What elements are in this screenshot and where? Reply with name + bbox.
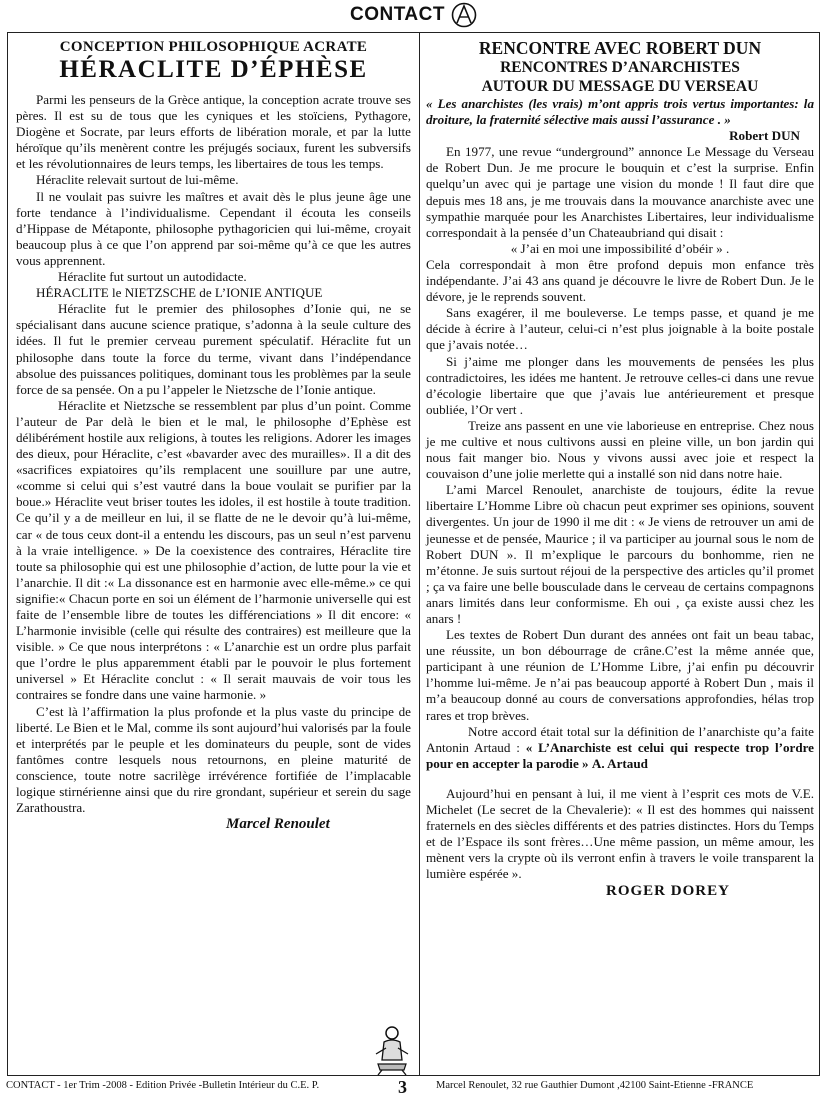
section-subheading: HÉRACLITE le NIETZSCHE de L’IONIE ANTIQUE (36, 285, 323, 301)
spacer (426, 772, 814, 786)
paragraph: L’ami Marcel Renoulet, anarchiste de toujours, édite la revue libertaire L’Homme Libre où chacun peut exprimer ses opinions, souvent divergentes. Un jour de 1990 il me dit : « Je viens de retrouver un ami de jeunesse et de pensée, Maurice ; il va participer au journal sous le nom de Robert DUN ». Il m’explique le parcours du bonhomme, rien ne m’étonne. Je suis surtout réjoui de la perspective des articles qu’il promet ; ça va faire une belle bousculade dans le cerveau de certains compagnons anars limités dans leur conformisme. Eh oui , ça existe aussi chez les anars ! (426, 482, 814, 626)
paragraph: Sans exagérer, il me bouleverse. Le temps passe, et quand je me décide à écrire à l’auteur, celui-ci n’est plus joignable à la boite postale que j’avais notée… (426, 305, 814, 353)
article-robert-dun (426, 38, 814, 899)
paragraph: Héraclite relevait surtout de lui-même. (36, 172, 239, 188)
paragraph: Treize ans passent en une vie laborieuse en entreprise. Chez nous je me cultive et nous cultivons aussi en pleine ville, un bon jardin qui nous fait manger bio. Nous y vivons aussi avec joie et respect la couvaison d’une jolie merlette qui a installé son nid dans notre haie. (426, 417, 814, 482)
footer-address: Marcel Renoulet, 32 rue Gauthier Dumont ,42100 Saint-Etienne -FRANCE (436, 1080, 754, 1091)
paragraph: Cela correspondait à mon être profond depuis mon enfance très indépendante. J’ai 43 ans quand je découvre le livre de Robert Dun. Je le dévore, je le reprends souvent. (426, 256, 814, 305)
article-signature: ROGER DOREY (606, 882, 730, 899)
paragraph: Héraclite fut le premier des philosophes d’Ionie qui, ne se spécialisant dans aucune science pratique, s’adonna à la seule culture des idées. Il fut le premier cerveau purement spéculatif. Héraclite fut un philosophe dans toute la force du terme, vivant dans l’indépendance absolue des puissances politiques, dominant tous les problèmes par la seule force de sa pensée. On a pu l’appeler le Nietzsche de l’Ionie antique. (16, 301, 411, 397)
signature-line (426, 883, 814, 899)
article-subtitle: RENCONTRES D’ANARCHISTES (500, 59, 740, 76)
paragraph: Aujourd’hui en pensant à lui, il me vient à l’esprit ces mots de V.E. Michelet (Le secret de la Chevalerie): « Il est des hommes qui naissent fraternels en des siècles différents et des patries distinctes. Hors du Temps et de l’Espace ils sont frères…Une même passion, un même amour, les mènent vers la crypte où ils verront enfin à travers le voile transparent la lumière espérée ». (426, 785, 814, 882)
article-subtitle: AUTOUR DU MESSAGE DU VERSEAU (481, 78, 759, 95)
paragraph: Il ne voulait pas suivre les maîtres et avait dès le plus jeune âge une forte tendance à l’individualisme. Cependant il écouta les conseils d’Hippase de Métaponte, philosophe pythagoricien qui lui-même, croyait beaucoup plus à ce que l’on apprend par soi-même qu’à ce que les autres vous apprennent. (16, 188, 411, 268)
reading-figure-icon (370, 1024, 414, 1076)
paragraph: Héraclite fut surtout un autodidacte. (58, 269, 247, 285)
anarchy-logo-icon (451, 2, 477, 28)
article-signature: Marcel Renoulet (226, 816, 330, 833)
artaud-author: A. Artaud (591, 755, 648, 771)
epigraph: « Les anarchistes (les vrais) m’ont appris trois vertus importantes: la droiture, la fraternité sélective mais aussi l’assurance . » (426, 96, 814, 128)
masthead (0, 2, 827, 30)
paragraph-text: Notre accord était total sur la définition de l’anarchiste qu’a faite Antonin Artaud : (426, 723, 814, 755)
article-title: RENCONTRE AVEC ROBERT DUN (478, 38, 762, 58)
paragraph: En 1977, une revue “underground” annonce Le Message du Verseau de Robert Dun. Je me procure le bouquin et c’est la surprise. Enfin quelqu’un avec qui je partage une vision du monde ! Il faut dire que depuis mes 18 ans, je me trouvais dans la mouvance anarchiste avec une sympathie marquée pour les Anarchistes Libertaires, leur individualisme correspondait à la pensée d’un Chateaubriand qui disait : (426, 144, 814, 240)
masthead-title: CONTACT (350, 4, 445, 25)
quotation: « J’ai en moi une impossibilité d’obéir » . (510, 240, 730, 256)
paragraph (426, 724, 814, 772)
paragraph: Parmi les penseurs de la Grèce antique, la conception acrate trouve ses pères. Il est su de tous que les cyniques et les stoïciens, Pythagore, Diogène et Socrate, par leurs efforts de libération morale, et par la lutte héroïque qu’ils menèrent contre les préjugés sociaux, furent les subversifs et les révolutionnaires de leurs temps, les libertaires de tous les temps. (16, 92, 411, 172)
footer-publication: CONTACT - 1er Trim -2008 - Edition Privée -Bulletin Intérieur du C.E. P. (6, 1080, 320, 1091)
paragraph: Les textes de Robert Dun durant des années ont fait un beau tabac, une réussite, un bon débourrage de crâne.C’est la même année que, participant à une réunion de L’Homme Libre, j’ai enfin pu découvrir l’homme lui-même. Je n’ai pas beaucoup apporté à Robert Dun , mais il m’a beaucoup donné au cours de conversations approfondies, hélas trop rares et trop brèves. (426, 627, 814, 723)
epigraph-author: Robert DUN (729, 128, 800, 144)
paragraph: Héraclite et Nietzsche se ressemblent par plus d’un point. Comme l’auteur de Par delà le bien et le mal, le philosophe d’Ephèse est délibérément hostile aux religions, à toutes les religions. Adorer les images des dieux, pour Héraclite, c’est «bavarder avec des murailles». Il a dit des «sacrifices expiatoires qu’ils remplacent une souillure par une autre, «comme si celui qui s’est vautré dans la boue voulait se purifier par la boue.» Héraclite veut briser toutes les idoles, il est hostile à toute tradition. Ce qu’il y a de meilleur en lui, il se flatte de ne le devoir qu’à lui-même, car « de tous ceux dont-il a entendu les discours, pas un seul n’est parvenu à la vraie intelligence. » De la coexistence des contraires, Héraclite tire toute sa philosophie qui est une philosophie d’action, de lutte pour la vie et l’anarchie. Il dit :« La dissonance est en harmonie avec elle-même.» ce qui signifie:« Chacun porte en soi un élément de l’harmonie universelle qui est faite de l’ensemble libre de toutes les différenciations » Il dit encore: « L’harmonie invisible (celle qui résulte des contraires) est meilleure que la visible. » Ce que nous interprétons : « L’anarchie est un ordre plus parfait que l’ordre le plus apparemment établi par le pouvoir le plus fortement universel » Et Héraclite conclut : « Il serait mauvais de voir tous les contraires se fondre dans une vaine harmonie. » (16, 397, 411, 703)
paragraph: Si j’aime me plonger dans les mouvements de pensées les plus contradictoires, les idées me hantent. Je retrouve celles-ci dans une revue d’écologie libertaire que que j’avais lue antérieurement et presque oubliée, l’Or vert . (426, 353, 814, 417)
column-divider (419, 32, 420, 1076)
paragraph: C’est là l’affirmation la plus profonde et la plus vaste du principe de liberté. Le Bien et le Mal, comme ils sont aujourd’hui valorisés par la foule et interprétés par le peuple et les dominateurs du peuple, sont de vides fantômes contre lesquels nous retournons, en pleine maturité de conscience, toute notre sacrilège irrévérence fortifiée de l’implacable logique stirnérienne ainsi que du rire grondant, supérieur et serein du sage Zarathoustra. (16, 703, 411, 816)
signature-line (16, 816, 411, 832)
page-number: 3 (398, 1077, 407, 1097)
artaud-quote: « L’Anarchiste est celui qui respecte trop l’ordre pour en accepter la parodie » (426, 739, 814, 771)
article-heraclite (16, 38, 411, 832)
article-kicker: CONCEPTION PHILOSOPHIQUE ACRATE (59, 39, 368, 55)
article-title: HÉRACLITE D’ÉPHÈSE (59, 56, 368, 83)
